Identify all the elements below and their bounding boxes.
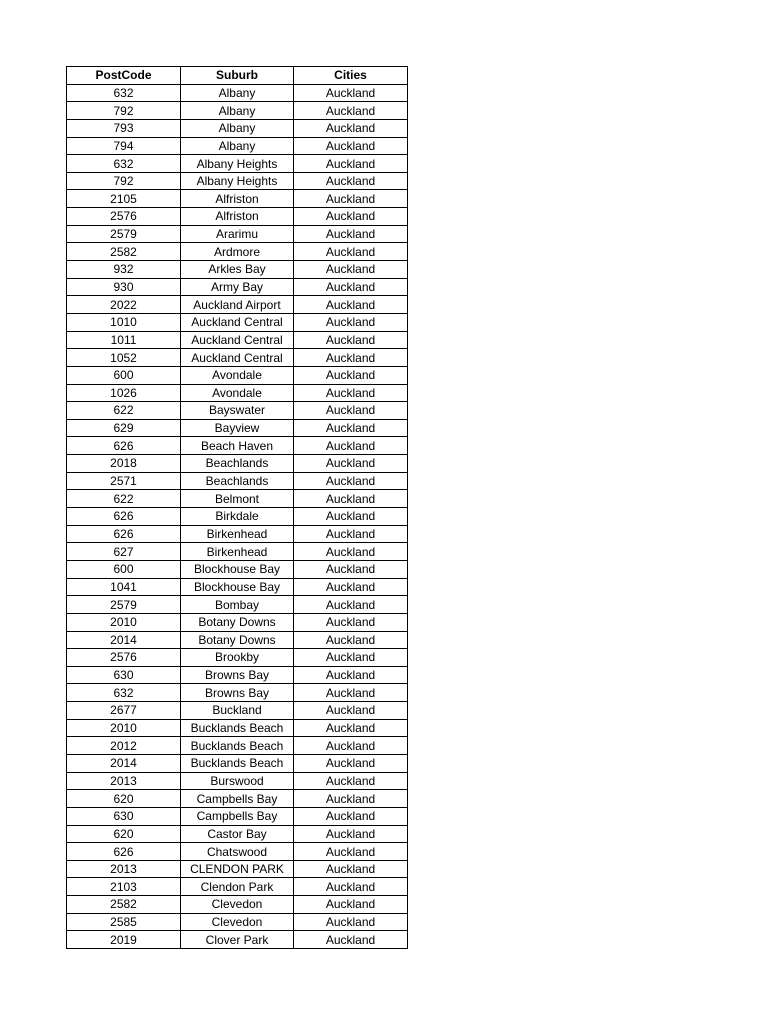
- postcode-cell: 2010: [67, 613, 181, 631]
- table-row: [67, 878, 408, 896]
- suburb-cell: Birkenhead: [181, 525, 294, 543]
- suburb-cell: Beachlands: [181, 455, 294, 473]
- suburb-cell: Birkenhead: [181, 543, 294, 561]
- suburb-cell: Bayswater: [181, 402, 294, 420]
- suburb-cell: Albany: [181, 84, 294, 102]
- city-cell: Auckland: [294, 666, 408, 684]
- suburb-cell: Beach Haven: [181, 437, 294, 455]
- suburb-cell: Bucklands Beach: [181, 719, 294, 737]
- table-row: [67, 631, 408, 649]
- city-cell: Auckland: [294, 560, 408, 578]
- city-cell: Auckland: [294, 384, 408, 402]
- table-row: [67, 102, 408, 120]
- city-cell: Auckland: [294, 102, 408, 120]
- table-row: [67, 719, 408, 737]
- table-row: [67, 649, 408, 667]
- city-cell: Auckland: [294, 596, 408, 614]
- suburb-cell: Belmont: [181, 490, 294, 508]
- table-row: [67, 313, 408, 331]
- postcode-cell: 632: [67, 684, 181, 702]
- city-cell: Auckland: [294, 508, 408, 526]
- postcode-cell: 632: [67, 155, 181, 173]
- postcode-cell: 2019: [67, 931, 181, 949]
- table-row: [67, 666, 408, 684]
- postcode-table: [66, 66, 408, 949]
- postcode-cell: 932: [67, 261, 181, 279]
- suburb-cell: Burswood: [181, 772, 294, 790]
- table-row: [67, 261, 408, 279]
- city-cell: Auckland: [294, 472, 408, 490]
- city-cell: Auckland: [294, 896, 408, 914]
- postcode-cell: 794: [67, 137, 181, 155]
- table-row: [67, 190, 408, 208]
- city-cell: Auckland: [294, 790, 408, 808]
- table-row: [67, 508, 408, 526]
- suburb-cell: Albany Heights: [181, 172, 294, 190]
- postcode-cell: 2013: [67, 860, 181, 878]
- table-row: [67, 208, 408, 226]
- postcode-cell: 2576: [67, 649, 181, 667]
- table-row: [67, 419, 408, 437]
- postcode-cell: 1011: [67, 331, 181, 349]
- suburb-cell: Chatswood: [181, 843, 294, 861]
- suburb-cell: Campbells Bay: [181, 807, 294, 825]
- postcode-cell: 622: [67, 402, 181, 420]
- postcode-cell: 2103: [67, 878, 181, 896]
- table-row: [67, 172, 408, 190]
- table-row: [67, 384, 408, 402]
- table-row: [67, 472, 408, 490]
- city-cell: Auckland: [294, 137, 408, 155]
- suburb-cell: Clevedon: [181, 913, 294, 931]
- city-cell: Auckland: [294, 684, 408, 702]
- suburb-cell: Auckland Airport: [181, 296, 294, 314]
- table-row: [67, 684, 408, 702]
- city-cell: Auckland: [294, 208, 408, 226]
- city-cell: Auckland: [294, 455, 408, 473]
- postcode-cell: 2579: [67, 596, 181, 614]
- postcode-cell: 2677: [67, 702, 181, 720]
- postcode-cell: 632: [67, 84, 181, 102]
- table-row: [67, 754, 408, 772]
- suburb-cell: Birkdale: [181, 508, 294, 526]
- suburb-cell: Albany: [181, 119, 294, 137]
- postcode-cell: 630: [67, 807, 181, 825]
- suburb-cell: Ararimu: [181, 225, 294, 243]
- postcode-cell: 2018: [67, 455, 181, 473]
- table-header: [67, 67, 408, 85]
- header-postcode: PostCode: [67, 67, 181, 85]
- table-row: [67, 737, 408, 755]
- postcode-cell: 2579: [67, 225, 181, 243]
- postcode-cell: 622: [67, 490, 181, 508]
- table-row: [67, 331, 408, 349]
- suburb-cell: Clover Park: [181, 931, 294, 949]
- suburb-cell: Albany Heights: [181, 155, 294, 173]
- suburb-cell: Ardmore: [181, 243, 294, 261]
- suburb-cell: Campbells Bay: [181, 790, 294, 808]
- table-row: [67, 825, 408, 843]
- table-row: [67, 843, 408, 861]
- city-cell: Auckland: [294, 631, 408, 649]
- postcode-cell: 626: [67, 525, 181, 543]
- postcode-cell: 626: [67, 843, 181, 861]
- city-cell: Auckland: [294, 649, 408, 667]
- postcode-cell: 2022: [67, 296, 181, 314]
- suburb-cell: Army Bay: [181, 278, 294, 296]
- postcode-cell: 630: [67, 666, 181, 684]
- postcode-cell: 792: [67, 172, 181, 190]
- table-row: [67, 155, 408, 173]
- postcode-cell: 2571: [67, 472, 181, 490]
- table-row: [67, 807, 408, 825]
- table-row: [67, 913, 408, 931]
- suburb-cell: Bayview: [181, 419, 294, 437]
- city-cell: Auckland: [294, 243, 408, 261]
- suburb-cell: Bombay: [181, 596, 294, 614]
- city-cell: Auckland: [294, 878, 408, 896]
- postcode-cell: 792: [67, 102, 181, 120]
- table-row: [67, 137, 408, 155]
- table-row: [67, 84, 408, 102]
- table-row: [67, 525, 408, 543]
- suburb-cell: Clendon Park: [181, 878, 294, 896]
- suburb-cell: Auckland Central: [181, 313, 294, 331]
- city-cell: Auckland: [294, 578, 408, 596]
- city-cell: Auckland: [294, 437, 408, 455]
- table-row: [67, 296, 408, 314]
- city-cell: Auckland: [294, 860, 408, 878]
- suburb-cell: Albany: [181, 102, 294, 120]
- table-row: [67, 278, 408, 296]
- table-row: [67, 490, 408, 508]
- table-row: [67, 437, 408, 455]
- postcode-cell: 1052: [67, 349, 181, 367]
- city-cell: Auckland: [294, 84, 408, 102]
- city-cell: Auckland: [294, 737, 408, 755]
- postcode-cell: 2576: [67, 208, 181, 226]
- suburb-cell: Beachlands: [181, 472, 294, 490]
- suburb-cell: Albany: [181, 137, 294, 155]
- postcode-cell: 1026: [67, 384, 181, 402]
- header-cities: Cities: [294, 67, 408, 85]
- city-cell: Auckland: [294, 261, 408, 279]
- postcode-cell: 2013: [67, 772, 181, 790]
- postcode-cell: 2012: [67, 737, 181, 755]
- city-cell: Auckland: [294, 719, 408, 737]
- suburb-cell: Arkles Bay: [181, 261, 294, 279]
- suburb-cell: CLENDON PARK: [181, 860, 294, 878]
- city-cell: Auckland: [294, 349, 408, 367]
- suburb-cell: Alfriston: [181, 208, 294, 226]
- table-row: [67, 402, 408, 420]
- postcode-cell: 626: [67, 508, 181, 526]
- table-row: [67, 366, 408, 384]
- suburb-cell: Browns Bay: [181, 684, 294, 702]
- city-cell: Auckland: [294, 119, 408, 137]
- city-cell: Auckland: [294, 702, 408, 720]
- table-row: [67, 578, 408, 596]
- city-cell: Auckland: [294, 402, 408, 420]
- suburb-cell: Buckland: [181, 702, 294, 720]
- suburb-cell: Botany Downs: [181, 613, 294, 631]
- city-cell: Auckland: [294, 543, 408, 561]
- table-row: [67, 702, 408, 720]
- city-cell: Auckland: [294, 913, 408, 931]
- suburb-cell: Bucklands Beach: [181, 754, 294, 772]
- suburb-cell: Brookby: [181, 649, 294, 667]
- table-body: [67, 84, 408, 948]
- postcode-cell: 600: [67, 560, 181, 578]
- suburb-cell: Clevedon: [181, 896, 294, 914]
- postcode-cell: 600: [67, 366, 181, 384]
- table-row: [67, 790, 408, 808]
- suburb-cell: Botany Downs: [181, 631, 294, 649]
- city-cell: Auckland: [294, 331, 408, 349]
- table-row: [67, 543, 408, 561]
- city-cell: Auckland: [294, 313, 408, 331]
- city-cell: Auckland: [294, 490, 408, 508]
- postcode-cell: 2014: [67, 754, 181, 772]
- suburb-cell: Blockhouse Bay: [181, 578, 294, 596]
- postcode-cell: 2010: [67, 719, 181, 737]
- city-cell: Auckland: [294, 296, 408, 314]
- city-cell: Auckland: [294, 931, 408, 949]
- postcode-cell: 2582: [67, 896, 181, 914]
- table-row: [67, 772, 408, 790]
- city-cell: Auckland: [294, 419, 408, 437]
- table-row: [67, 613, 408, 631]
- table-row: [67, 560, 408, 578]
- postcode-cell: 627: [67, 543, 181, 561]
- city-cell: Auckland: [294, 190, 408, 208]
- suburb-cell: Avondale: [181, 384, 294, 402]
- postcode-cell: 2582: [67, 243, 181, 261]
- postcode-cell: 1041: [67, 578, 181, 596]
- suburb-cell: Avondale: [181, 366, 294, 384]
- postcode-cell: 629: [67, 419, 181, 437]
- city-cell: Auckland: [294, 807, 408, 825]
- postcode-cell: 1010: [67, 313, 181, 331]
- table-row: [67, 931, 408, 949]
- table-row: [67, 860, 408, 878]
- city-cell: Auckland: [294, 366, 408, 384]
- city-cell: Auckland: [294, 772, 408, 790]
- suburb-cell: Bucklands Beach: [181, 737, 294, 755]
- city-cell: Auckland: [294, 172, 408, 190]
- suburb-cell: Auckland Central: [181, 331, 294, 349]
- suburb-cell: Blockhouse Bay: [181, 560, 294, 578]
- suburb-cell: Auckland Central: [181, 349, 294, 367]
- city-cell: Auckland: [294, 825, 408, 843]
- city-cell: Auckland: [294, 843, 408, 861]
- city-cell: Auckland: [294, 225, 408, 243]
- table-row: [67, 596, 408, 614]
- suburb-cell: Browns Bay: [181, 666, 294, 684]
- city-cell: Auckland: [294, 155, 408, 173]
- suburb-cell: Alfriston: [181, 190, 294, 208]
- postcode-cell: 2585: [67, 913, 181, 931]
- city-cell: Auckland: [294, 754, 408, 772]
- city-cell: Auckland: [294, 525, 408, 543]
- postcode-cell: 626: [67, 437, 181, 455]
- header-row: [67, 67, 408, 85]
- postcode-cell: 793: [67, 119, 181, 137]
- postcode-cell: 930: [67, 278, 181, 296]
- postcode-cell: 620: [67, 825, 181, 843]
- table-row: [67, 455, 408, 473]
- table-row: [67, 119, 408, 137]
- table-row: [67, 349, 408, 367]
- postcode-cell: 2105: [67, 190, 181, 208]
- city-cell: Auckland: [294, 278, 408, 296]
- header-suburb: Suburb: [181, 67, 294, 85]
- postcode-cell: 620: [67, 790, 181, 808]
- table-row: [67, 225, 408, 243]
- postcode-cell: 2014: [67, 631, 181, 649]
- suburb-cell: Castor Bay: [181, 825, 294, 843]
- table-row: [67, 896, 408, 914]
- city-cell: Auckland: [294, 613, 408, 631]
- table-row: [67, 243, 408, 261]
